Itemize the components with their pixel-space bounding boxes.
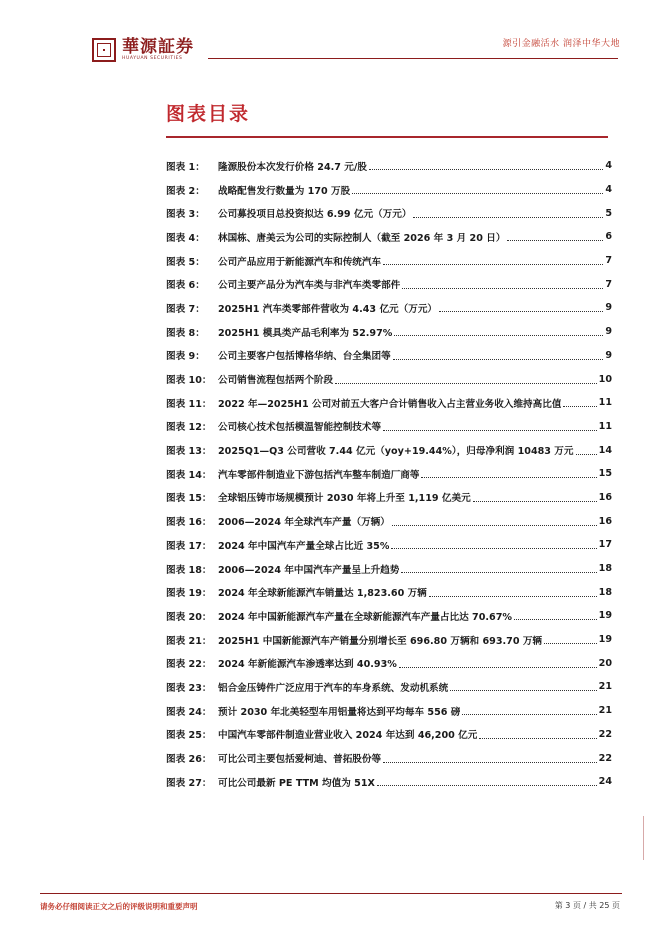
toc-entry-label: 图表 14： bbox=[166, 469, 212, 481]
toc-entry-title: 2025Q1—Q3 公司营收 7.44 亿元（yoy+19.44%），归母净利润 10483 万元 bbox=[218, 446, 574, 458]
toc-entry-page: 7 bbox=[605, 278, 612, 290]
toc-entry-label: 图表 24： bbox=[166, 706, 212, 718]
toc-leader-dots bbox=[369, 169, 603, 170]
toc-entry-page: 7 bbox=[605, 255, 612, 267]
toc-leader-dots bbox=[399, 667, 597, 668]
toc-entry-title: 2024 年全球新能源汽车销量达 1,823.60 万辆 bbox=[218, 588, 427, 600]
toc-entry[interactable] bbox=[166, 675, 612, 699]
toc-entry-title: 公司产品应用于新能源汽车和传统汽车 bbox=[218, 256, 382, 268]
toc-entry-page: 16 bbox=[598, 515, 612, 527]
toc-entry-page: 17 bbox=[598, 539, 612, 551]
toc-entry-label: 图表 20： bbox=[166, 611, 212, 623]
toc-entry[interactable] bbox=[166, 486, 612, 510]
toc-entry[interactable] bbox=[166, 391, 612, 415]
toc-entry-label: 图表 27： bbox=[166, 777, 212, 789]
toc-entry-page: 19 bbox=[598, 634, 612, 646]
toc-entry-page: 15 bbox=[598, 468, 612, 480]
toc-entry[interactable] bbox=[166, 320, 612, 344]
toc-entry-page: 4 bbox=[605, 160, 612, 172]
toc-entry-label: 图表 10： bbox=[166, 375, 212, 387]
page-header bbox=[0, 0, 662, 80]
toc-entry-title: 可比公司最新 PE TTM 均值为 51X bbox=[218, 777, 375, 789]
toc-entry-page: 4 bbox=[605, 184, 612, 196]
toc-leader-dots bbox=[377, 785, 597, 786]
toc-entry-title: 公司销售流程包括两个阶段 bbox=[218, 375, 334, 387]
toc-entry[interactable] bbox=[166, 249, 612, 273]
toc-entry-title: 2024 年新能源汽车渗透率达到 40.93% bbox=[218, 659, 397, 671]
toc-entry-title: 可比公司主要包括爱柯迪、普拓股份等 bbox=[218, 754, 382, 766]
toc-entry-title: 汽车零部件制造业下游包括汽车整车制造厂商等 bbox=[218, 469, 420, 481]
toc-entry-label: 图表 6： bbox=[166, 280, 205, 292]
toc-entry[interactable] bbox=[166, 367, 612, 391]
toc-entry[interactable] bbox=[166, 770, 612, 794]
toc-entry-page: 11 bbox=[598, 397, 612, 409]
toc-entry-page: 24 bbox=[598, 776, 612, 788]
toc-leader-dots bbox=[462, 714, 596, 715]
toc-entry-label: 图表 12： bbox=[166, 422, 212, 434]
toc-entry[interactable] bbox=[166, 557, 612, 581]
toc-entry-label: 图表 8： bbox=[166, 327, 205, 339]
toc-leader-dots bbox=[450, 690, 596, 691]
brand-logo bbox=[92, 38, 194, 62]
footer-disclaimer: 请务必仔细阅读正文之后的评级说明和重要声明 bbox=[40, 902, 198, 911]
toc-entry-title: 2006—2024 年中国汽车产量呈上升趋势 bbox=[218, 564, 400, 576]
toc-entry-label: 图表 1： bbox=[166, 161, 205, 173]
toc-entry-label: 图表 9： bbox=[166, 351, 205, 363]
toc-entry-label: 图表 5： bbox=[166, 256, 205, 268]
toc-entry[interactable] bbox=[166, 154, 612, 178]
toc-entry-label: 图表 18： bbox=[166, 564, 212, 576]
toc-leader-dots bbox=[383, 430, 597, 431]
toc-leader-dots bbox=[401, 572, 596, 573]
toc-entry-title: 隆源股份本次发行价格 24.7 元/股 bbox=[218, 161, 367, 173]
footer-divider bbox=[40, 893, 622, 894]
toc-leader-dots bbox=[393, 359, 604, 360]
toc-entry[interactable] bbox=[166, 628, 612, 652]
toc-entry-label: 图表 2： bbox=[166, 185, 205, 197]
toc-leader-dots bbox=[335, 383, 597, 384]
toc-entry-title: 2025H1 汽车类零部件营收为 4.43 亿元（万元） bbox=[218, 303, 438, 315]
toc-entry-page: 19 bbox=[598, 610, 612, 622]
toc-leader-dots bbox=[507, 240, 603, 241]
toc-entry-page: 20 bbox=[598, 657, 612, 669]
toc-entry-page: 9 bbox=[605, 349, 612, 361]
toc-entry-page: 9 bbox=[605, 326, 612, 338]
toc-entry[interactable] bbox=[166, 604, 612, 628]
toc-entry-title: 公司主要产品分为汽车类与非汽车类零部件 bbox=[218, 280, 401, 292]
toc-leader-dots bbox=[473, 501, 597, 502]
header-slogan: 源引金融活水 润泽中华大地 bbox=[502, 39, 620, 49]
toc-leader-dots bbox=[394, 335, 603, 336]
toc-list bbox=[166, 154, 612, 794]
toc-leader-dots bbox=[563, 406, 596, 407]
toc-entry-page: 22 bbox=[598, 728, 612, 740]
toc-entry[interactable] bbox=[166, 509, 612, 533]
toc-entry-title: 2025H1 模具类产品毛利率为 52.97% bbox=[218, 327, 393, 339]
toc-leader-dots bbox=[576, 454, 597, 455]
page-title: 图表目录 bbox=[166, 103, 251, 125]
toc-leader-dots bbox=[439, 311, 603, 312]
toc-entry[interactable] bbox=[166, 178, 612, 202]
toc-entry-page: 5 bbox=[605, 207, 612, 219]
toc-entry-title: 铝合金压铸件广泛应用于汽车的车身系统、发动机系统 bbox=[218, 682, 449, 694]
header-divider bbox=[208, 58, 618, 59]
toc-entry[interactable] bbox=[166, 344, 612, 368]
toc-entry-label: 图表 25： bbox=[166, 730, 212, 742]
toc-leader-dots bbox=[383, 264, 603, 265]
toc-leader-dots bbox=[413, 217, 603, 218]
toc-entry-label: 图表 23： bbox=[166, 682, 212, 694]
toc-entry-page: 6 bbox=[605, 231, 612, 243]
toc-entry-page: 16 bbox=[598, 491, 612, 503]
toc-leader-dots bbox=[352, 193, 603, 194]
toc-leader-dots bbox=[402, 288, 603, 289]
toc-entry-label: 图表 7： bbox=[166, 303, 205, 315]
toc-leader-dots bbox=[479, 738, 596, 739]
toc-leader-dots bbox=[544, 643, 597, 644]
toc-entry-label: 图表 19： bbox=[166, 588, 212, 600]
toc-entry-title: 2024 年中国汽车产量全球占比近 35% bbox=[218, 540, 390, 552]
toc-entry[interactable] bbox=[166, 201, 612, 225]
toc-entry-title: 林国栋、唐美云为公司的实际控制人（截至 2026 年 3 月 20 日） bbox=[218, 232, 506, 244]
toc-entry-label: 图表 3： bbox=[166, 209, 205, 221]
toc-leader-dots bbox=[383, 762, 597, 763]
toc-entry-page: 11 bbox=[598, 420, 612, 432]
toc-entry-title: 2006—2024 年全球汽车产量（万辆） bbox=[218, 517, 390, 529]
toc-entry-page: 10 bbox=[598, 373, 612, 385]
toc-entry-title: 2022 年—2025H1 公司对前五大客户合计销售收入占主营业务收入维持高比值 bbox=[218, 398, 562, 410]
toc-entry-title: 中国汽车零部件制造业营业收入 2024 年达到 46,200 亿元 bbox=[218, 730, 478, 742]
footer-page-info: 第 3 页 / 共 25 页 bbox=[554, 901, 620, 910]
toc-entry-title: 2025H1 中国新能源汽车产销量分别增长至 696.80 万辆和 693.70 万辆 bbox=[218, 635, 543, 647]
toc-leader-dots bbox=[514, 619, 597, 620]
toc-entry[interactable] bbox=[166, 533, 612, 557]
toc-entry-label: 图表 21： bbox=[166, 635, 212, 647]
side-mark bbox=[633, 816, 644, 860]
toc-entry-title: 战略配售发行数量为 170 万股 bbox=[218, 185, 351, 197]
toc-entry[interactable] bbox=[166, 651, 612, 675]
logo-seal-icon bbox=[92, 38, 116, 62]
toc-entry-label: 图表 26： bbox=[166, 754, 212, 766]
toc-leader-dots bbox=[392, 525, 597, 526]
toc-entry-title: 预计 2030 年北美轻型车用铝量将达到平均每车 556 磅 bbox=[218, 706, 461, 718]
toc-entry-title: 全球铝压铸市场规模预计 2030 年将上升至 1,119 亿美元 bbox=[218, 493, 471, 505]
toc-entry-page: 22 bbox=[598, 752, 612, 764]
toc-entry-label: 图表 17： bbox=[166, 540, 212, 552]
toc-leader-dots bbox=[391, 548, 596, 549]
toc-entry[interactable] bbox=[166, 415, 612, 439]
title-divider bbox=[166, 136, 608, 138]
toc-entry[interactable] bbox=[166, 272, 612, 296]
toc-leader-dots bbox=[429, 596, 597, 597]
toc-entry-title: 2024 年中国新能源汽车产量在全球新能源汽车产量占比达 70.67% bbox=[218, 611, 512, 623]
toc-leader-dots bbox=[421, 477, 596, 478]
toc-entry[interactable] bbox=[166, 746, 612, 770]
toc-entry[interactable] bbox=[166, 438, 612, 462]
toc-entry-label: 图表 16： bbox=[166, 517, 212, 529]
toc-entry-title: 公司核心技术包括模温智能控制技术等 bbox=[218, 422, 382, 434]
toc-entry-title: 公司募投项目总投资拟达 6.99 亿元（万元） bbox=[218, 209, 412, 221]
toc-entry[interactable] bbox=[166, 723, 612, 747]
brand-name-en: HUAYUAN SECURITIES bbox=[122, 56, 183, 61]
toc-entry[interactable] bbox=[166, 699, 612, 723]
toc-entry-title: 公司主要客户包括博格华纳、台全集团等 bbox=[218, 351, 391, 363]
toc-entry-label: 图表 22： bbox=[166, 659, 212, 671]
toc-entry-page: 14 bbox=[598, 444, 612, 456]
toc-entry-page: 18 bbox=[598, 586, 612, 598]
toc-entry-page: 21 bbox=[598, 681, 612, 693]
toc-entry[interactable] bbox=[166, 580, 612, 604]
toc-entry[interactable] bbox=[166, 225, 612, 249]
toc-entry-label: 图表 11： bbox=[166, 398, 212, 410]
toc-entry-page: 9 bbox=[605, 302, 612, 314]
toc-entry-label: 图表 13： bbox=[166, 446, 212, 458]
brand-name-cn: 華源証券 bbox=[122, 37, 194, 57]
toc-entry-page: 21 bbox=[598, 705, 612, 717]
toc-entry-page: 18 bbox=[598, 563, 612, 575]
toc-entry-label: 图表 4： bbox=[166, 232, 205, 244]
toc-entry[interactable] bbox=[166, 462, 612, 486]
toc-entry-label: 图表 15： bbox=[166, 493, 212, 505]
toc-entry[interactable] bbox=[166, 296, 612, 320]
